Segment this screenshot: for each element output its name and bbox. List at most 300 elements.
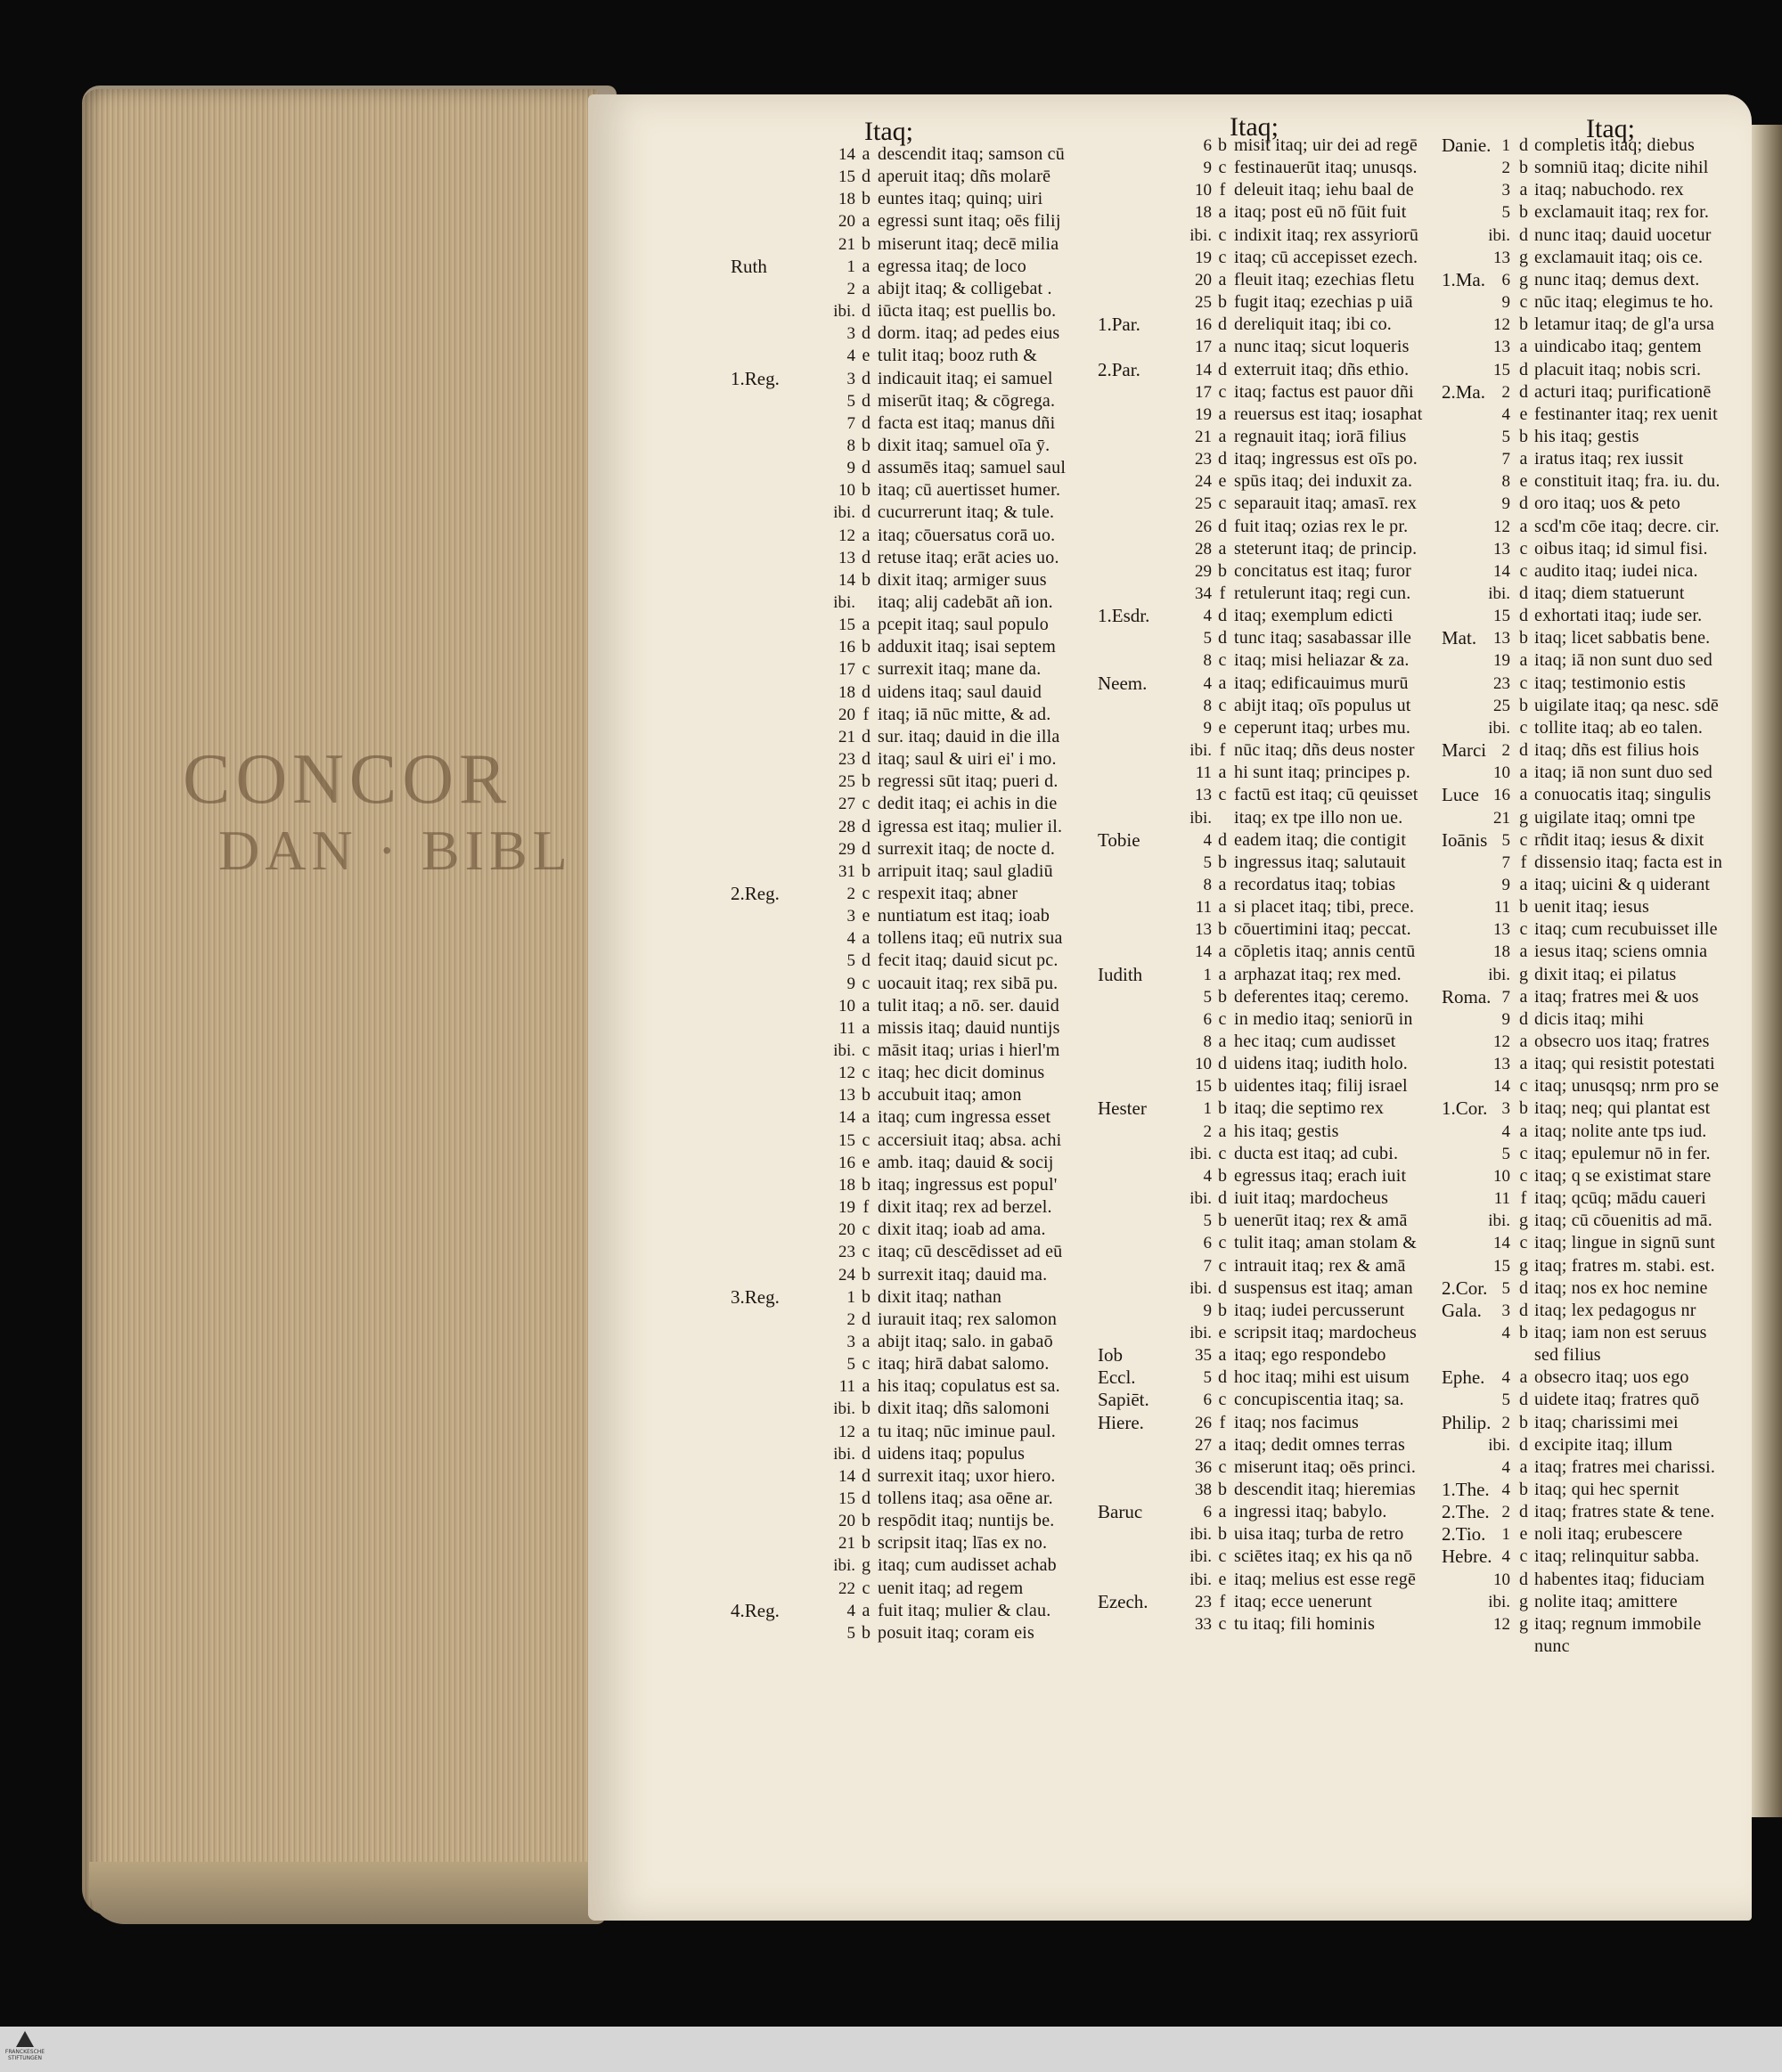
section-letter: c [1218, 1390, 1227, 1410]
section-letter: a [862, 525, 871, 545]
book-reference: Roma. [1442, 985, 1492, 1007]
chapter-number: 16 [1195, 315, 1212, 335]
chapter-number: 1 [1203, 965, 1212, 984]
book-reference: Mat. [1442, 627, 1477, 649]
chapter-number: 38 [1195, 1481, 1212, 1499]
chapter-number: 4 [846, 929, 855, 949]
entry-text: sciētes itaq; ex his qa nō [1234, 1546, 1413, 1567]
entry-text: itaq; cum recubuisset ille [1534, 919, 1718, 940]
chapter-number: 4 [1501, 1457, 1510, 1477]
chapter-number: 5 [1501, 203, 1510, 223]
chapter-number: 23 [838, 750, 855, 770]
chapter-number: 23 [1195, 1592, 1212, 1611]
book-reference: 2.Ma. [1442, 380, 1485, 403]
section-letter: a [1519, 337, 1528, 357]
concordance-entry [588, 627, 1746, 649]
entry-text: obsecro itaq; uos ego [1534, 1367, 1689, 1388]
entry-text: uisa itaq; turba de retro [1234, 1524, 1404, 1545]
concordance-entry [588, 1344, 1746, 1366]
section-letter: g [1519, 269, 1528, 290]
entry-text: itaq; misi heliazar & za. [1234, 650, 1410, 671]
chapter-number: 21 [838, 1534, 855, 1554]
entry-text: itaq; nolite ante tps iud. [1534, 1121, 1707, 1141]
entry-text: fleuit itaq; ezechias fletu [1234, 269, 1415, 290]
section-letter: d [1218, 606, 1227, 626]
chapter-number: 1 [846, 1287, 855, 1307]
chapter-number: 1 [1501, 1525, 1510, 1545]
section-letter: a [1519, 942, 1528, 962]
chapter-number: ibi. [1488, 225, 1510, 245]
entry-text: ingressus itaq; salutauit [1234, 852, 1406, 872]
section-letter: e [862, 346, 871, 366]
chapter-number: 12 [838, 1422, 855, 1441]
concordance-entry [588, 1591, 1746, 1613]
entry-text: tu itaq; nūc iminue paul. [878, 1421, 1056, 1441]
section-letter: a [862, 144, 871, 164]
section-letter: d [862, 547, 871, 567]
section-letter: d [1218, 628, 1227, 649]
entry-text: itaq; qcūq; mādu caueri [1534, 1188, 1706, 1209]
section-letter: c [1218, 158, 1227, 178]
book-reference: Iob [1098, 1344, 1123, 1366]
entry-text: nūc itaq; dñs deus noster [1234, 740, 1415, 761]
section-letter: b [862, 1622, 871, 1643]
entry-text: itaq; regnum immobile [1534, 1613, 1702, 1634]
section-letter: d [862, 323, 871, 344]
chapter-number: 15 [1493, 360, 1510, 379]
chapter-number: 14 [838, 570, 855, 590]
entry-text: itaq; iam non est seruus [1534, 1322, 1707, 1342]
section-letter: d [1519, 583, 1528, 603]
section-letter: a [1519, 874, 1528, 894]
chapter-number: 6 [1203, 1234, 1212, 1253]
section-letter: b [1218, 1211, 1227, 1231]
section-letter: b [1218, 1300, 1227, 1320]
section-letter: a [1218, 673, 1227, 693]
chapter-number: 26 [1195, 517, 1212, 536]
section-letter: a [1218, 337, 1227, 357]
chapter-number: 27 [838, 795, 855, 814]
chapter-number: ibi. [833, 1444, 855, 1464]
section-letter: b [862, 771, 871, 792]
entry-text: itaq; ingressus est popul' [878, 1174, 1058, 1195]
section-letter: b [1519, 897, 1528, 918]
chapter-number: 7 [1501, 852, 1510, 872]
section-letter: a [862, 1017, 871, 1038]
chapter-number: 18 [838, 190, 855, 209]
concordance-entry [588, 224, 1746, 247]
concordance-entry [588, 1031, 1746, 1053]
section-letter: c [1218, 494, 1227, 514]
entry-text: scd'm cōe itaq; decre. cir. [1534, 516, 1720, 536]
section-letter: c [1218, 1546, 1227, 1567]
chapter-number: 11 [1195, 898, 1212, 918]
section-letter: c [1218, 1008, 1227, 1029]
chapter-number: 29 [838, 839, 855, 859]
chapter-number: 5 [1203, 1368, 1212, 1388]
section-letter: g [1519, 247, 1528, 267]
section-letter: d [862, 726, 871, 746]
chapter-number: 12 [1493, 1614, 1510, 1634]
entry-text: dereliquit itaq; ibi co. [1234, 314, 1392, 335]
chapter-number: 6 [1203, 1503, 1212, 1522]
chapter-number: 2 [1501, 741, 1510, 761]
section-letter: f [1520, 852, 1527, 872]
section-letter: f [1219, 583, 1226, 603]
chapter-number: 4 [1501, 1547, 1510, 1567]
entry-text: itaq; ego respondebo [1234, 1345, 1386, 1366]
entry-text: itaq; neq; qui plantat est [1534, 1098, 1711, 1119]
entry-text: cōuertimini itaq; peccat. [1234, 919, 1411, 940]
entry-text: itaq; unusqsq; nrm pro se [1534, 1076, 1720, 1097]
entry-text: factū est itaq; cū qeuisset [1234, 785, 1418, 805]
entry-text: itaq; post eū nō fūit fuit [1234, 202, 1407, 223]
section-letter: d [1519, 1008, 1528, 1029]
chapter-number: 2 [846, 884, 855, 903]
chapter-number: 20 [838, 1220, 855, 1240]
section-letter: c [1519, 919, 1528, 940]
chapter-number: 12 [838, 1064, 855, 1083]
section-letter: a [1519, 650, 1528, 671]
entry-text: his itaq; copulatus est sa. [878, 1376, 1060, 1397]
concordance-entry [588, 493, 1746, 515]
section-letter: b [862, 1399, 871, 1419]
entry-text: uidens itaq; iudith holo. [1234, 1054, 1408, 1074]
chapter-number: ibi. [1189, 1525, 1212, 1545]
section-letter: a [1519, 1121, 1528, 1141]
book-reference: Neem. [1098, 672, 1148, 694]
section-letter: b [862, 189, 871, 209]
entry-text: his itaq; gestis [1234, 1121, 1339, 1141]
entry-text: cōpletis itaq; annis centū [1234, 942, 1416, 962]
entry-text: sur. itaq; dauid in die illa [878, 726, 1060, 746]
chapter-number: 2 [1203, 1122, 1212, 1141]
section-letter: b [1218, 1524, 1227, 1545]
concordance-entry [588, 314, 1746, 336]
chapter-number: 5 [1501, 1278, 1510, 1298]
entry-text: descendit itaq; samson cū [878, 144, 1065, 164]
section-letter: a [862, 256, 871, 276]
section-letter: d [1519, 606, 1528, 626]
section-letter: b [862, 861, 871, 881]
section-letter: d [1519, 1300, 1528, 1320]
chapter-number: 5 [846, 951, 855, 971]
entry-text: dixit itaq; dñs salomoni [878, 1399, 1050, 1419]
entry-text: uenit itaq; ad regem [878, 1578, 1024, 1598]
concordance-entry [588, 605, 1746, 627]
section-letter: b [1519, 628, 1528, 649]
section-letter: d [1519, 135, 1528, 155]
entry-text: recordatus itaq; tobias [1234, 874, 1396, 894]
chapter-number: ibi. [1488, 965, 1510, 984]
entry-text: itaq; licet sabbatis bene. [1534, 628, 1711, 649]
chapter-number: 25 [1493, 696, 1510, 715]
section-letter: c [1519, 829, 1528, 850]
concordance-entry [588, 1143, 1746, 1165]
concordance-entry [588, 852, 1746, 874]
section-letter: b [862, 1174, 871, 1195]
section-letter: d [1218, 1367, 1227, 1388]
entry-text: itaq; edificauimus murū [1234, 673, 1409, 693]
section-letter: b [1519, 1098, 1528, 1119]
chapter-number: 14 [838, 1108, 855, 1128]
section-letter: d [862, 681, 871, 702]
chapter-number: 11 [838, 1018, 855, 1038]
concordance-entry [588, 426, 1746, 448]
concordance-entry [588, 896, 1746, 918]
entry-text: itaq; iā non sunt duo sed [1534, 650, 1713, 671]
section-letter: b [862, 1264, 871, 1285]
chapter-number: 2 [1501, 1503, 1510, 1522]
entry-text: euntes itaq; quinq; uiri [878, 189, 1043, 209]
entry-text: posuit itaq; coram eis [878, 1622, 1035, 1643]
logo-text-line-1: FRANCKESCHE [4, 2049, 45, 2055]
entry-text: fuit itaq; ozias rex le pr. [1234, 516, 1409, 536]
chapter-number: 15 [838, 1489, 855, 1508]
section-letter: c [1218, 1456, 1227, 1477]
chapter-number: 18 [1493, 942, 1510, 962]
entry-text: ducta est itaq; ad cubi. [1234, 1143, 1399, 1163]
chapter-number: ibi. [833, 1556, 855, 1576]
chapter-number: 5 [1203, 629, 1212, 649]
entry-text: itaq; qui resistit potestati [1534, 1054, 1715, 1074]
section-letter: a [1519, 1367, 1528, 1388]
concordance-entry [588, 1569, 1746, 1591]
entry-text: itaq; fratres state & tene. [1534, 1502, 1715, 1522]
section-letter: b [1519, 314, 1528, 335]
chapter-number: 15 [1493, 1256, 1510, 1276]
concordance-entry [588, 1546, 1746, 1568]
section-letter: e [1519, 1524, 1528, 1545]
entry-text: descendit itaq; hieremias [1234, 1480, 1416, 1499]
entry-text: itaq; nabuchodo. rex [1534, 180, 1684, 200]
entry-text: indixit itaq; rex assyriorū [1234, 224, 1419, 245]
chapter-number: ibi. [1189, 1278, 1212, 1298]
entry-text: indicauit itaq; ei samuel [878, 368, 1053, 388]
chapter-number: 5 [1501, 427, 1510, 446]
entry-text: abijt itaq; oīs populus ut [1234, 695, 1411, 715]
section-letter: d [862, 1465, 871, 1486]
chapter-number: 2 [1501, 159, 1510, 178]
column-header-2: Itaq; [1230, 112, 1279, 142]
entry-text: itaq; cum audisset achab [878, 1555, 1057, 1576]
book-reference: 2.The. [1442, 1501, 1490, 1523]
section-letter: b [862, 1286, 871, 1307]
chapter-number: ibi. [1189, 1189, 1212, 1209]
section-letter: b [1519, 426, 1528, 446]
section-letter: b [862, 233, 871, 254]
chapter-number: 24 [1195, 472, 1212, 492]
chapter-number: 15 [838, 167, 855, 187]
entry-text: surrexit itaq; de nocte d. [878, 838, 1056, 859]
chapter-number: 4 [1501, 1481, 1510, 1499]
book-reference: Ephe. [1442, 1366, 1485, 1389]
entry-text: itaq; uicini & q uiderant [1534, 874, 1711, 894]
printed-page [588, 94, 1752, 1921]
entry-text: hec itaq; cum audisset [1234, 1032, 1396, 1051]
concordance-entry [588, 874, 1746, 896]
chapter-number: 10 [1195, 1055, 1212, 1074]
chapter-number: 13 [838, 548, 855, 567]
chapter-number: 9 [1203, 1301, 1212, 1320]
section-letter: f [862, 1197, 870, 1218]
chapter-number: 19 [1493, 651, 1510, 671]
section-letter: a [862, 995, 871, 1016]
book-reference: 1.Cor. [1442, 1097, 1488, 1120]
entry-text: surrexit itaq; dauid ma. [878, 1264, 1048, 1285]
book-reference: 1.Reg. [731, 367, 780, 389]
concordance-entry [588, 135, 1746, 157]
chapter-number: ibi. [833, 503, 855, 523]
chapter-number: 5 [1501, 1144, 1510, 1163]
entry-text: iuit itaq; mardocheus [1234, 1188, 1389, 1209]
entry-text: itaq; epulemur nō in fer. [1534, 1143, 1711, 1163]
concordance-entry [588, 157, 1746, 179]
section-letter: a [1218, 763, 1227, 783]
section-letter: d [1519, 1434, 1528, 1455]
chapter-number: 6 [1501, 270, 1510, 290]
section-letter: b [1218, 986, 1227, 1007]
entry-text: deleuit itaq; iehu baal de [1234, 180, 1414, 200]
section-letter: b [862, 480, 871, 501]
chapter-number: 11 [1493, 1189, 1510, 1209]
section-letter: e [1519, 471, 1528, 492]
concordance-entry [588, 829, 1746, 852]
section-letter: f [862, 704, 870, 724]
section-letter: d [1519, 381, 1528, 402]
section-letter: c [1519, 1076, 1528, 1097]
concordance-entry [588, 1121, 1746, 1143]
chapter-number: 33 [1195, 1614, 1212, 1634]
entry-text: respexit itaq; abner [878, 883, 1018, 903]
concordance-entry [588, 964, 1746, 986]
chapter-number: 3 [846, 907, 855, 926]
chapter-number: 6 [1203, 136, 1212, 155]
section-letter: a [862, 928, 871, 949]
column-header-1: Itaq; [864, 117, 913, 146]
entry-text: steterunt itaq; de princip. [1234, 538, 1418, 559]
concordance-entry [588, 739, 1746, 762]
chapter-number: 19 [1195, 404, 1212, 424]
section-letter: c [1519, 292, 1528, 313]
concordance-entry [588, 560, 1746, 583]
section-letter: a [1218, 964, 1227, 984]
entry-text: accubuit itaq; amon [878, 1085, 1022, 1105]
concordance-entry [588, 807, 1746, 829]
entry-text: regressi sūt itaq; pueri d. [878, 771, 1059, 792]
chapter-number: 34 [1195, 584, 1212, 603]
section-letter: b [862, 1085, 871, 1105]
entry-text: nūc itaq; elegimus te ho. [1534, 292, 1714, 313]
entry-text: oro itaq; uos & peto [1534, 494, 1680, 514]
chapter-number: 36 [1195, 1457, 1212, 1477]
book-reference: 1.Ma. [1442, 268, 1485, 290]
entry-text: excipite itaq; illum [1534, 1434, 1673, 1455]
book-reference: 2.Cor. [1442, 1277, 1488, 1299]
chapter-number: 13 [1493, 338, 1510, 357]
chapter-number: 4 [1501, 1323, 1510, 1342]
book-reference: 2.Reg. [731, 882, 780, 904]
chapter-number: 4 [1203, 607, 1212, 626]
section-letter: a [862, 615, 871, 635]
section-letter: a [1218, 404, 1227, 424]
entry-text: intrauit itaq; rex & amā [1234, 1255, 1406, 1276]
entry-text: audito itaq; iudei nica. [1534, 560, 1698, 581]
section-letter: c [862, 1130, 871, 1150]
chapter-number: 6 [1203, 1009, 1212, 1029]
entry-text: retulerunt itaq; regi cun. [1234, 583, 1411, 603]
entry-text: facta est itaq; manus dñi [878, 412, 1056, 433]
section-letter: g [1519, 807, 1528, 828]
chapter-number: 10 [1493, 1570, 1510, 1589]
entry-text: nunc itaq; sicut loqueris [1234, 337, 1410, 357]
entry-text: itaq; q se existimat stare [1534, 1165, 1712, 1186]
chapter-number: 3 [846, 369, 855, 388]
entry-text: itaq; testimonio estis [1534, 673, 1686, 693]
entry-text: itaq; fratres mei charissi. [1534, 1456, 1716, 1477]
book-reference: 1.Par. [1098, 314, 1140, 336]
concordance-entry [588, 1255, 1746, 1277]
concordance-entry [588, 516, 1746, 538]
entry-text: iūcta itaq; est puellis bo. [878, 301, 1057, 322]
chapter-number: 23 [1493, 673, 1510, 693]
section-letter: g [1519, 1211, 1528, 1231]
chapter-number: 20 [838, 212, 855, 232]
chapter-number: 5 [1501, 830, 1510, 850]
section-letter: b [1218, 1076, 1227, 1097]
entry-text: uigilate itaq; omni tpe [1534, 807, 1696, 828]
section-letter: a [1218, 1502, 1227, 1522]
book-reference: Hebre. [1442, 1546, 1492, 1568]
section-letter: b [1218, 852, 1227, 872]
entry-text: scripsit itaq; mardocheus [1234, 1322, 1417, 1342]
section-letter: b [862, 1511, 871, 1531]
entry-text: fuit itaq; mulier & clau. [878, 1600, 1051, 1620]
chapter-number: 14 [1493, 561, 1510, 581]
entry-text: tollens itaq; asa oēne ar. [878, 1489, 1053, 1508]
book-reference: Sapiēt. [1098, 1389, 1149, 1411]
section-letter: a [862, 1107, 871, 1128]
section-letter: d [1519, 359, 1528, 379]
chapter-number: 18 [1195, 203, 1212, 223]
chapter-number: 8 [1203, 1032, 1212, 1051]
entry-text: si placet itaq; tibi, prece. [1234, 897, 1415, 918]
entry-text: tulit itaq; booz ruth & [878, 346, 1038, 366]
chapter-number: 18 [838, 1175, 855, 1195]
concordance-entry [588, 381, 1746, 404]
section-letter: a [1519, 986, 1528, 1007]
facing-page-edge [1752, 125, 1782, 1817]
entry-text: his itaq; gestis [1534, 426, 1639, 446]
section-letter: c [1218, 1233, 1227, 1253]
chapter-number: ibi. [1189, 1144, 1212, 1163]
chapter-number: 27 [1195, 1435, 1212, 1455]
section-letter: c [862, 1354, 871, 1375]
chapter-number: 3 [1501, 1099, 1510, 1119]
section-letter: a [862, 211, 871, 232]
book-reference: Marci [1442, 739, 1487, 762]
section-letter: c [1519, 1143, 1528, 1163]
entry-text: miserunt itaq; oēs princi. [1234, 1456, 1417, 1477]
entry-text: uigilate itaq; qa nesc. sdē [1534, 695, 1720, 715]
inscription-line-2: DAN · BIBL [218, 819, 573, 882]
chapter-number: ibi. [833, 593, 855, 612]
section-letter: a [1519, 1032, 1528, 1051]
section-letter: d [862, 412, 871, 433]
concordance-entry [588, 1232, 1746, 1254]
entry-text: fecit itaq; dauid sicut pc. [878, 950, 1059, 971]
entry-text: noli itaq; erubescere [1534, 1524, 1683, 1545]
